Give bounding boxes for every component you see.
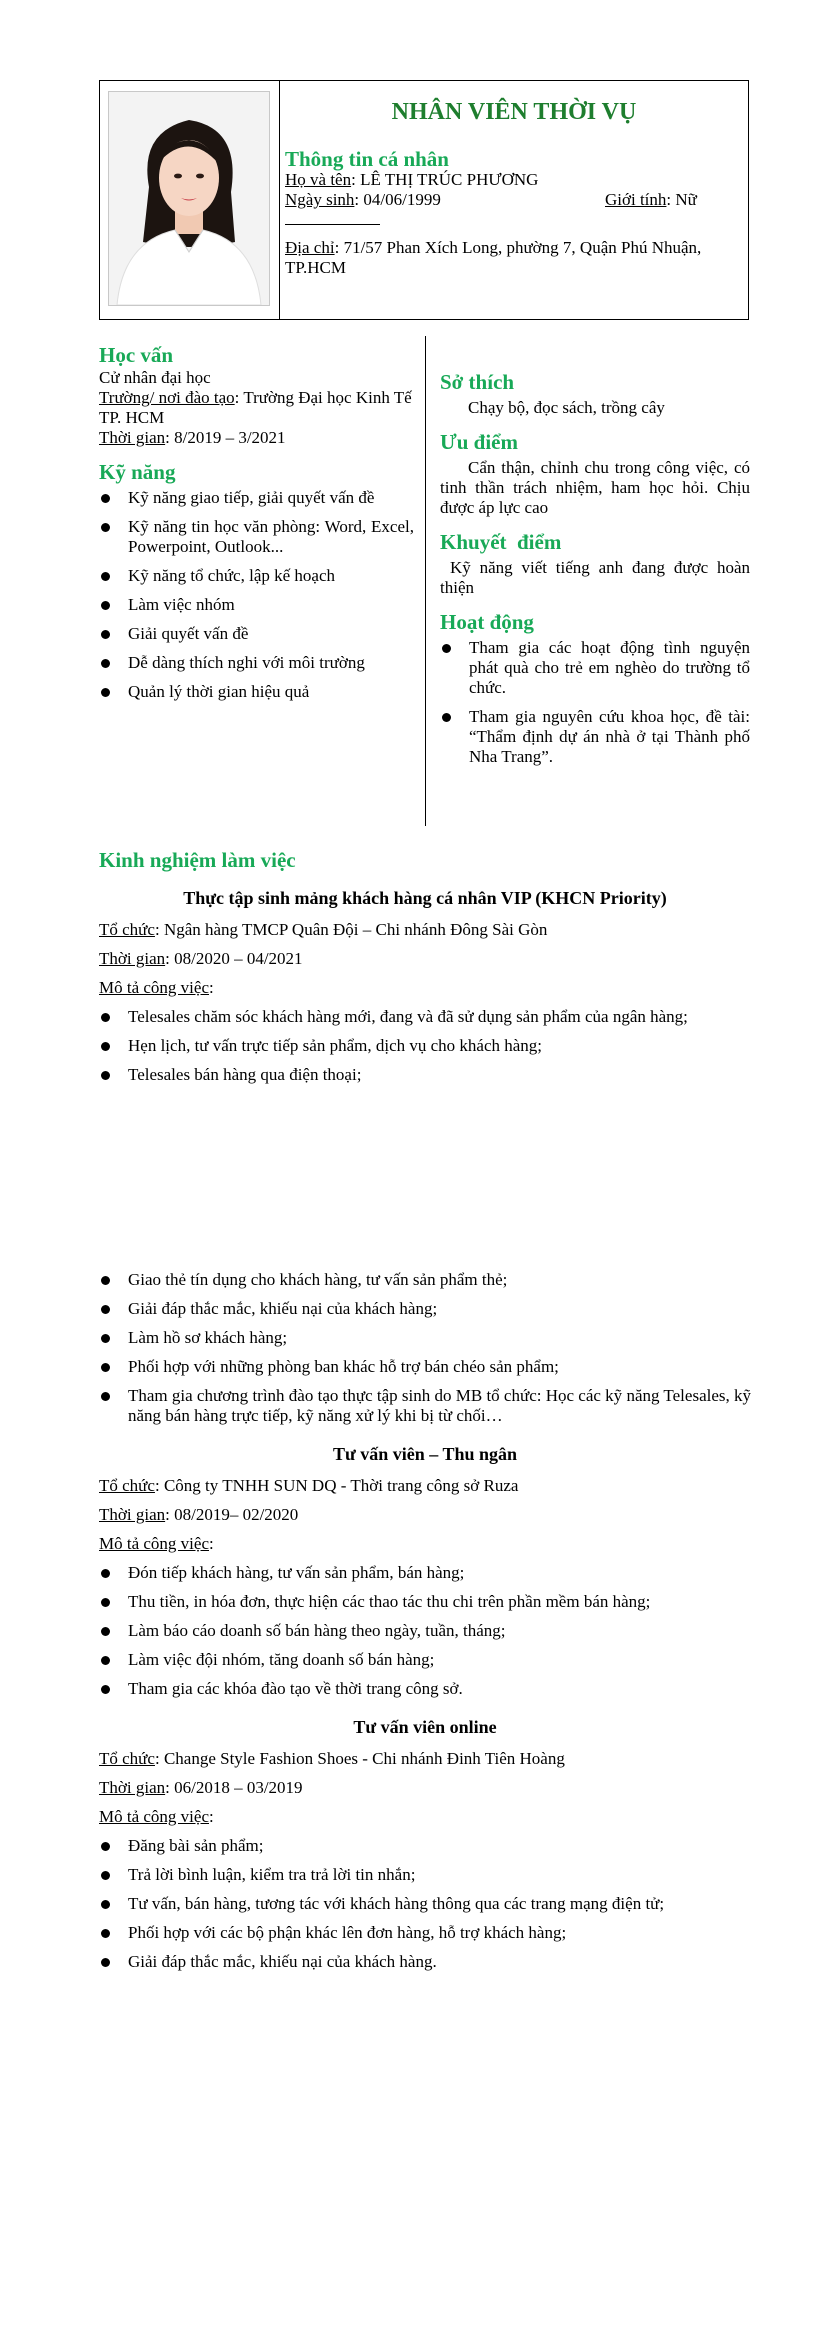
job-tasks-continued (99, 1270, 751, 1426)
list-item: Giải quyết vấn đề (99, 624, 414, 644)
personal-info (285, 149, 735, 278)
hobbies-heading: Sở thích (440, 370, 515, 394)
time-label: Thời gian (99, 1778, 166, 1797)
job-org: Tổ chức: Công ty TNHH SUN DQ - Thời trang công sở Ruza (99, 1476, 519, 1495)
name-row: Họ và tên: LÊ THỊ TRÚC PHƯƠNG (285, 170, 539, 189)
list-item: Trả lời bình luận, kiểm tra trả lời tin nhắn; (99, 1865, 751, 1885)
edu-time-value: 8/2019 – 3/2021 (174, 428, 286, 447)
profile-photo (108, 91, 270, 306)
list-item: Tham gia các hoạt động tình nguyện phát quà cho trẻ em nghèo do trường tổ chức. (440, 638, 750, 698)
address-value: 71/57 Phan Xích Long, phường 7, Quận Phú Nhuận, TP.HCM (285, 238, 702, 277)
list-item: Làm báo cáo doanh số bán hàng theo ngày, tuần, tháng; (99, 1621, 751, 1641)
education-degree: Cử nhân đại học (99, 368, 211, 387)
list-item: Tư vấn, bán hàng, tương tác với khách hàng thông qua các trang mạng điện tử; (99, 1894, 751, 1914)
job-org: Tổ chức: Change Style Fashion Shoes - Chi nhánh Đinh Tiên Hoàng (99, 1749, 565, 1768)
strengths-heading: Ưu điểm (440, 430, 518, 454)
gender-label: Giới tính (605, 190, 667, 209)
job-tasks (99, 1836, 751, 1972)
full-name: LÊ THỊ TRÚC PHƯƠNG (360, 170, 539, 189)
blank-line (285, 210, 380, 225)
list-item: Làm hồ sơ khách hàng; (99, 1328, 751, 1348)
list-item: Làm việc nhóm (99, 595, 414, 615)
job-time: Thời gian: 08/2019– 02/2020 (99, 1505, 299, 1524)
activities-heading: Hoạt động (440, 610, 534, 634)
dob-label: Ngày sinh (285, 190, 355, 209)
org-label: Tổ chức (99, 1476, 155, 1495)
job-desc-label: Mô tả công việc: (99, 978, 214, 997)
job-time: Thời gian: 06/2018 – 03/2019 (99, 1778, 303, 1797)
school-value: Trường Đại học Kinh Tế TP. HCM (99, 388, 412, 427)
list-item: Làm việc đội nhóm, tăng doanh số bán hàng; (99, 1650, 751, 1670)
skills-heading: Kỹ năng (99, 460, 176, 484)
education-time: Thời gian: 8/2019 – 3/2021 (99, 428, 286, 447)
list-item: Dễ dàng thích nghi với môi trường (99, 653, 414, 673)
org-value: Công ty TNHH SUN DQ - Thời trang công sở Ruza (163, 1476, 519, 1495)
list-item: Giải đáp thắc mắc, khiếu nại của khách hàng; (99, 1299, 751, 1319)
org-value: Ngân hàng TMCP Quân Đội – Chi nhánh Đông Sài Gòn (163, 920, 548, 939)
desc-label: Mô tả công việc (99, 1534, 209, 1553)
education-school: Trường/ nơi đào tạo: Trường Đại học Kinh Tế TP. HCM (99, 388, 412, 427)
gender: Giới tính: Nữ (605, 190, 697, 209)
org-value: Change Style Fashion Shoes - Chi nhánh Đinh Tiên Hoàng (163, 1749, 565, 1768)
desc-label: Mô tả công việc (99, 1807, 209, 1826)
education-heading: Học vấn (99, 343, 174, 367)
org-label: Tổ chức (99, 1749, 155, 1768)
list-item: Đón tiếp khách hàng, tư vấn sản phẩm, bán hàng; (99, 1563, 751, 1583)
address-row: Địa chỉ: 71/57 Phan Xích Long, phường 7, Quận Phú Nhuận, TP.HCM (285, 238, 702, 277)
job-tasks (99, 1007, 751, 1085)
address-label: Địa chỉ (285, 238, 335, 257)
personal-info-heading: Thông tin cá nhân (285, 147, 449, 171)
hobbies-text: Chạy bộ, đọc sách, trồng cây (468, 398, 665, 417)
list-item: Kỹ năng giao tiếp, giải quyết vấn đề (99, 488, 414, 508)
photo-cell (100, 81, 280, 319)
list-item: Tham gia chương trình đào tạo thực tập sinh do MB tổ chức: Học các kỹ năng Telesales, kỹ năng bán hàng trực tiếp, kỹ năng xử lý khi bị từ chối… (99, 1386, 751, 1426)
strengths-text: Cẩn thận, chỉnh chu trong công việc, có tinh thần trách nhiệm, ham học hỏi. Chịu được áp lực cao (440, 458, 750, 517)
experience-section (99, 850, 751, 1981)
job-title: Tư vấn viên online (353, 1717, 497, 1737)
blank-row (285, 210, 735, 238)
job-time: Thời gian: 08/2020 – 04/2021 (99, 949, 303, 968)
list-item: Kỹ năng tổ chức, lập kế hoạch (99, 566, 414, 586)
name-label: Họ và tên (285, 170, 352, 189)
list-item: Đăng bài sản phẩm; (99, 1836, 751, 1856)
list-item: Telesales chăm sóc khách hàng mới, đang và đã sử dụng sản phẩm của ngân hàng; (99, 1007, 751, 1027)
list-item: Hẹn lịch, tư vấn trực tiếp sản phẩm, dịch vụ cho khách hàng; (99, 1036, 751, 1056)
time-label: Thời gian (99, 1505, 166, 1524)
dob-gender-row: Ngày sinh: 04/06/1999 Giới tính: Nữ (285, 190, 697, 209)
header-box (99, 80, 749, 320)
desc-label: Mô tả công việc (99, 978, 209, 997)
page-title: NHÂN VIÊN THỜI VỤ (391, 99, 637, 125)
weaknesses-heading: Khuyết điểm (440, 530, 562, 554)
job-desc-label: Mô tả công việc: (99, 1807, 214, 1826)
job-title: Thực tập sinh mảng khách hàng cá nhân VIP (KHCN Priority) (183, 888, 667, 908)
dob-value: 04/06/1999 (363, 190, 441, 209)
list-item: Phối hợp với những phòng ban khác hỗ trợ bán chéo sản phẩm; (99, 1357, 751, 1377)
school-label: Trường/ nơi đào tạo (99, 388, 235, 407)
column-divider (425, 336, 426, 826)
list-item: Tham gia các khóa đào tạo về thời trang công sở. (99, 1679, 751, 1699)
list-item: Thu tiền, in hóa đơn, thực hiện các thao tác thu chi trên phần mềm bán hàng; (99, 1592, 751, 1612)
list-item: Giải đáp thắc mắc, khiếu nại của khách hàng. (99, 1952, 751, 1972)
list-item: Kỹ năng tin học văn phòng: Word, Excel, Powerpoint, Outlook... (99, 517, 414, 557)
weaknesses-text: Kỹ năng viết tiếng anh đang được hoàn thiện (440, 558, 750, 597)
time-value: 08/2020 – 04/2021 (174, 949, 303, 968)
edu-time-label: Thời gian (99, 428, 166, 447)
page-gap (99, 1094, 751, 1264)
gender-value: Nữ (675, 190, 697, 209)
left-column (99, 345, 414, 711)
org-label: Tổ chức (99, 920, 155, 939)
skills-list (99, 488, 414, 702)
list-item: Tham gia nguyên cứu khoa học, đề tài: “Thẩm định dự án nhà ở tại Thành phố Nha Trang”. (440, 707, 750, 767)
profile-photo-illustration (109, 92, 269, 305)
activities-list (440, 638, 750, 767)
list-item: Telesales bán hàng qua điện thoại; (99, 1065, 751, 1085)
time-value: 08/2019– 02/2020 (174, 1505, 299, 1524)
job-tasks (99, 1563, 751, 1699)
time-label: Thời gian (99, 949, 166, 968)
job-org: Tổ chức: Ngân hàng TMCP Quân Đội – Chi nhánh Đông Sài Gòn (99, 920, 548, 939)
list-item: Quản lý thời gian hiệu quả (99, 682, 414, 702)
right-column (440, 372, 750, 776)
list-item: Phối hợp với các bộ phận khác lên đơn hàng, hỗ trợ khách hàng; (99, 1923, 751, 1943)
experience-heading: Kinh nghiệm làm việc (99, 848, 296, 872)
job-title: Tư vấn viên – Thu ngân (332, 1444, 518, 1464)
job-desc-label: Mô tả công việc: (99, 1534, 214, 1553)
list-item: Giao thẻ tín dụng cho khách hàng, tư vấn sản phẩm thẻ; (99, 1270, 751, 1290)
time-value: 06/2018 – 03/2019 (174, 1778, 303, 1797)
